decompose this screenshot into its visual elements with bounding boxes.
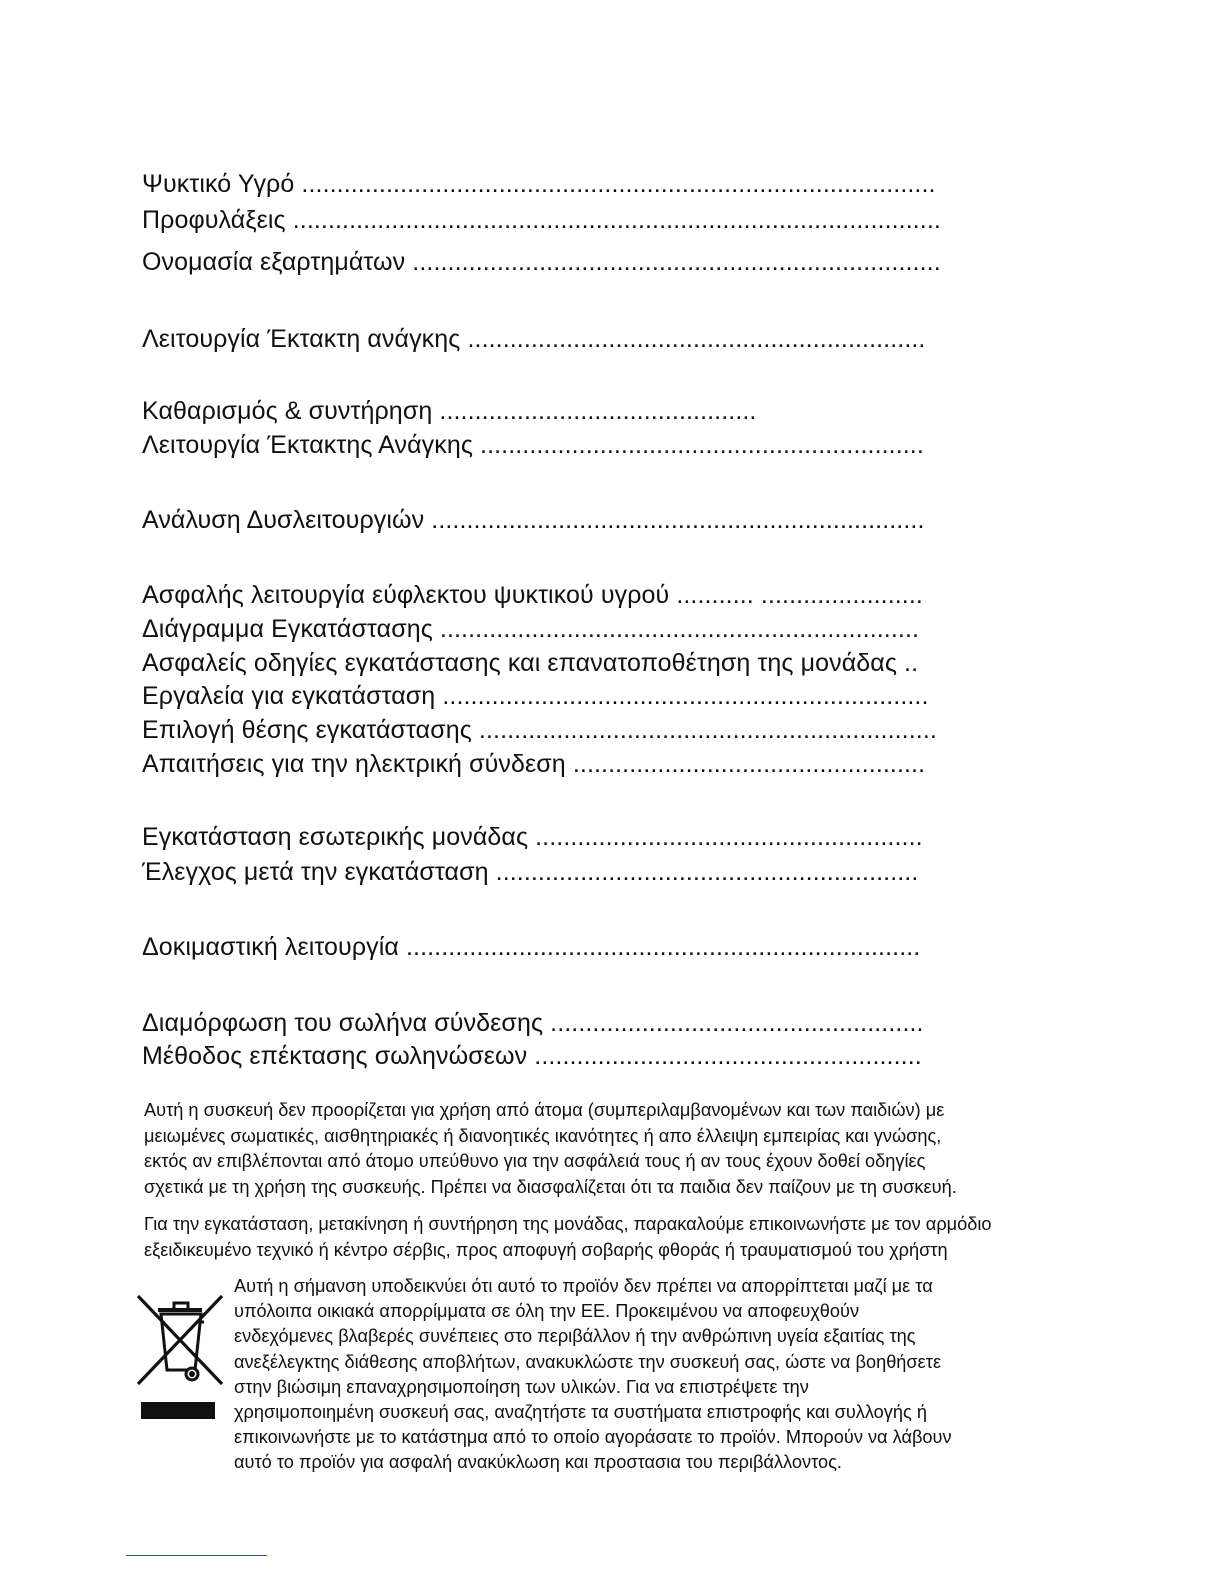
toc-entry-emergency-operation-2: Λειτουργία Έκτακτης Ανάγκης ............................................................... (142, 431, 924, 459)
crossed-out-wheelie-bin-icon (134, 1292, 226, 1392)
toc-entry-pipe-configuration: Διαμόρφωση του σωλήνα σύνδεσης ..................................................... (142, 1009, 924, 1037)
footnote-rule (126, 1555, 267, 1556)
safety-notice-line: σχετικά με τη χρήση της συσκευής. Πρέπει να διασφαλίζεται ότι τα παιδια δεν παίζουν με τη συσκευή. (144, 1176, 957, 1197)
safety-notice-line: Αυτή η συσκευή δεν προορίζεται για χρήση από άτομα (συμπεριλαμβανομένων και των παιδιών) με (144, 1100, 945, 1120)
weee-notice-line: χρησιμοποιημένη συσκευή σας, αναζητήστε τα συστήματα επιστροφής και συλλογής ή (234, 1401, 927, 1422)
weee-notice (234, 1274, 952, 1476)
toc-entry-parts-names: Ονομασία εξαρτημάτων ........................................................................... (142, 248, 941, 276)
weee-notice-line: ενδεχόμενες βλαβερές συνέπειες στο περιβάλλον ή την ανθρώπινη υγεία εξαιτίας της (234, 1326, 916, 1347)
toc-entry-installation-tools: Εργαλεία για εγκατάσταση ..................................................................... (142, 682, 929, 710)
toc-entry-location-selection: Επιλογή θέσης εγκατάστασης ................................................................. (142, 716, 937, 744)
safety-notice-line: εκτός αν επιβλέπονται από άτομο υπεύθυνο για την ασφάλειά τους ή αν τους έχουν δοθεί οδηγίες (144, 1151, 926, 1171)
toc-entry-safe-installation: Ασφαλείς οδηγίες εγκατάστασης και επανατοποθέτηση της μονάδας .. (142, 649, 919, 677)
toc-entry-pipe-extension: Μέθοδος επέκτασης σωληνώσεων ....................................................... (142, 1042, 922, 1070)
toc-entry-installation-diagram: Διάγραμμα Εγκατάστασης .................................................................... (142, 615, 920, 643)
toc-entry-flammable-refrigerant: Ασφαλής λειτουργία εύφλεκτου ψυκτικού υγρού ........... ....................... (142, 581, 923, 609)
weee-notice-line: Αυτή η σήμανση υποδεικνύει ότι αυτό το προϊόν δεν πρέπει να απορρίπτεται μαζί με τα (234, 1276, 933, 1296)
service-notice-line: Για την εγκατάσταση, μετακίνηση ή συντήρηση της μονάδας, παρακαλούμε επικοινωνήστε με τον αρμόδιο (144, 1214, 992, 1234)
weee-notice-line: υπόλοιπα οικιακά απορρίμματα σε όλη την ΕΕ. Προκειμένου να αποφευχθούν (234, 1301, 860, 1322)
toc-entry-emergency-operation: Λειτουργία Έκτακτη ανάγκης ................................................................. (142, 325, 926, 353)
toc-entry-cleaning-maintenance: Καθαρισμός & συντήρηση ............................................. (142, 397, 757, 425)
toc-entry-post-installation-check: Έλεγχος μετά την εγκατάσταση ............................................................ (142, 858, 919, 886)
weee-notice-line: ανεξέλεγκτης διάθεσης αποβλήτων, ανακυκλώστε την συσκευή σας, ώστε να βοηθήσετε (234, 1351, 942, 1372)
toc-entry-precautions: Προφυλάξεις ............................................................................................ (142, 206, 941, 234)
toc-entry-indoor-unit-installation: Εγκατάσταση εσωτερικής μονάδας ....................................................... (142, 823, 923, 851)
weee-notice-line: επικοινωνήστε με το κατάστημα από το οποίο αγοράσατε το προϊόν. Μπορούν να λάβουν (234, 1427, 952, 1448)
weee-black-bar (141, 1402, 215, 1419)
safety-notice-line: μειωμένες σωματικές, αισθητηριακές ή διανοητικές ικανότητες ή απο έλλειψη εμπειρίας και γνώσης, (144, 1125, 942, 1146)
toc-entry-refrigerant: Ψυκτικό Υγρό .......................................................................................... (142, 170, 936, 198)
service-notice (144, 1212, 1104, 1263)
toc-entry-troubleshooting: Ανάλυση Δυσλειτουργιών ...................................................................... (142, 506, 925, 534)
service-notice-line: εξειδικευμένο τεχνικό ή κέντρο σέρβις, προς αποφυγή σοβαρής φθοράς ή τραυματισμού του χρήστη (144, 1239, 948, 1260)
weee-notice-line: στην βιώσιμη επαναχρησιμοποίηση των υλικών. Για να επιστρέψετε την (234, 1376, 809, 1397)
toc-entry-test-operation: Δοκιμαστική λειτουργία ......................................................................... (142, 933, 921, 961)
toc-entry-electrical-requirements: Απαιτήσεις για την ηλεκτρική σύνδεση .................................................. (142, 750, 926, 778)
weee-notice-line: αυτό το προϊόν για ασφαλή ανακύκλωση και προστασια του περιβάλλοντος. (234, 1452, 842, 1473)
safety-notice (144, 1098, 1104, 1200)
